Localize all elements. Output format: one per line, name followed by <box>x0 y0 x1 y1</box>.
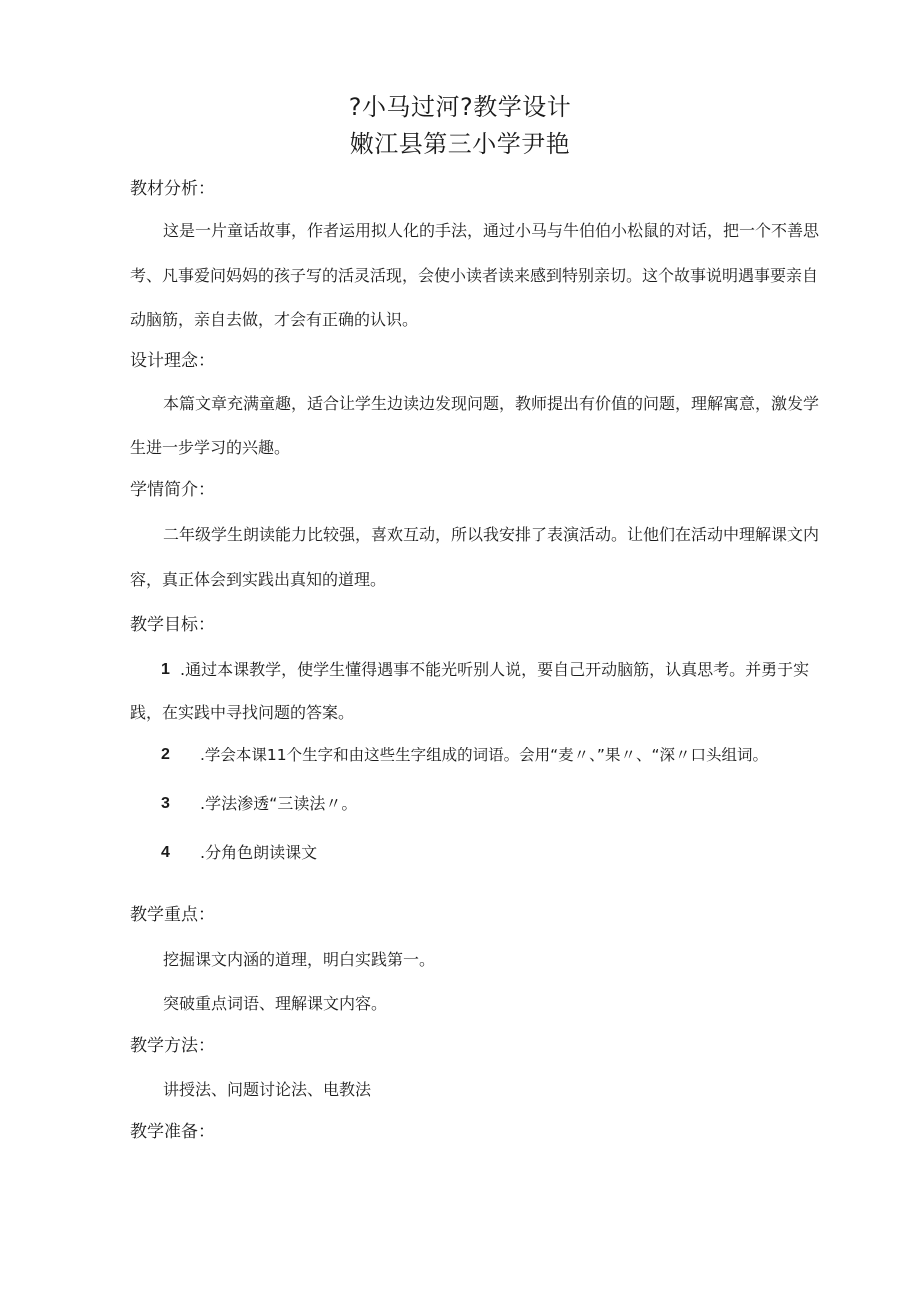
goal-2-line-1: .学会本课11个生字和由这些生字组成的词语。会用“麦〃、”果〃、“深〃口头组词。 <box>200 746 768 764</box>
heading-goals: 教学目标： <box>130 615 215 635</box>
goal-number-3: 3 <box>161 795 170 812</box>
analysis-line-3: 动脑筋，亲自去做，才会有正确的认识。 <box>130 310 419 329</box>
goal-number-2: 2 <box>161 746 170 763</box>
heading-preparation: 教学准备： <box>130 1122 215 1142</box>
methods-line-1: 讲授法、问题讨论法、电教法 <box>163 1080 372 1099</box>
analysis-line-2: 考、凡事爱问妈妈的孩子写的活灵活现，会使小读者读来感到特别亲切。这个故事说明遇事要亲自 <box>130 266 819 285</box>
goal-number-1: 1 <box>161 661 170 678</box>
students-line-2: 容，真正体会到实践出真知的道理。 <box>130 570 387 589</box>
goal-3-line-1: .学法渗透“三读法〃。 <box>200 794 358 813</box>
author-line: 嫩江县第三小学尹艳 <box>349 130 571 158</box>
analysis-line-1: 这是一片童话故事，作者运用拟人化的手法，通过小马与牛伯伯小松鼠的对话，把一个不善思 <box>163 221 820 240</box>
students-line-1: 二年级学生朗读能力比较强，喜欢互动，所以我安排了表演活动。让他们在活动中理解课文内 <box>163 525 820 544</box>
goal-1-line-1: .通过本课教学，使学生懂得遇事不能光听别人说，要自己开动脑筋，认真思考。并勇于实 <box>180 660 810 679</box>
document-title: ?小马过河?教学设计 <box>348 93 572 121</box>
key-point-line-1: 挖掘课文内涵的道理，明白实践第一。 <box>163 950 436 969</box>
goal-number-4: 4 <box>161 844 170 861</box>
heading-key-points: 教学重点： <box>130 905 215 925</box>
heading-students: 学情简介： <box>130 480 215 500</box>
heading-concept: 设计理念： <box>130 351 215 371</box>
goal-4-line-1: .分角色朗读课文 <box>200 843 318 862</box>
concept-line-1: 本篇文章充满童趣，适合让学生边读边发现问题，教师提出有价值的问题，理解寓意，激发学 <box>163 394 820 413</box>
goal-1-line-2: 践，在实践中寻找问题的答案。 <box>130 703 355 722</box>
heading-analysis: 教材分析： <box>130 179 215 199</box>
heading-methods: 教学方法： <box>130 1036 215 1056</box>
concept-line-2: 生进一步学习的兴趣。 <box>130 438 291 457</box>
key-point-line-2: 突破重点词语、理解课文内容。 <box>163 994 388 1013</box>
